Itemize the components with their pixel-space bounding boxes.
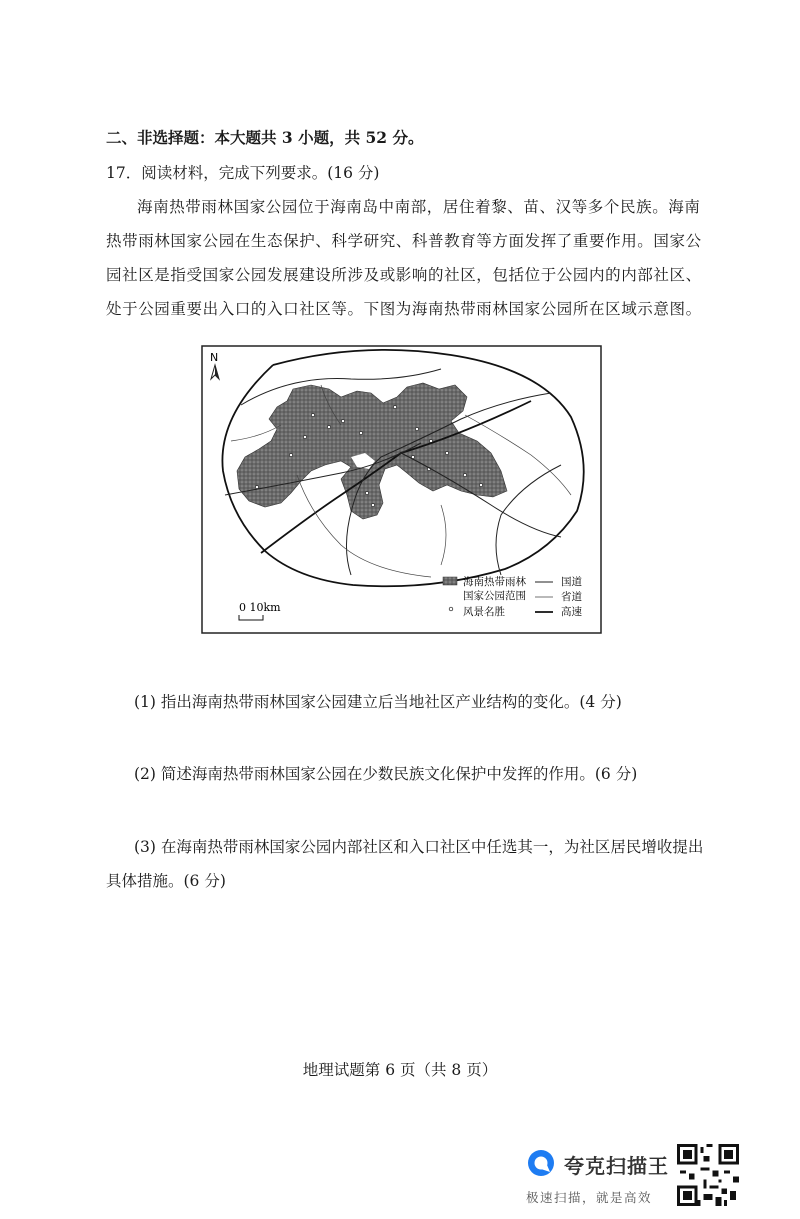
question-17-intro: 17．阅读材料，完成下列要求。(16 分) bbox=[106, 164, 380, 182]
scale-label: 0 10km bbox=[239, 601, 281, 614]
qr-code-icon bbox=[677, 1144, 739, 1206]
legend-scenic-label: 风景名胜 bbox=[463, 606, 505, 618]
park-region-map bbox=[201, 345, 602, 634]
scanner-logo-icon bbox=[526, 1148, 556, 1178]
legend-park-swatch bbox=[443, 577, 457, 585]
question-1: (1) 指出海南热带雨林国家公园建立后当地社区产业结构的变化。(4 分) bbox=[134, 693, 622, 711]
section-heading: 二、非选择题：本大题共 3 小题，共 52 分。 bbox=[106, 128, 424, 147]
legend-national-label: 国道 bbox=[561, 576, 582, 588]
north-label: N bbox=[210, 351, 219, 364]
material-paragraph: 海南热带雨林国家公园位于海南岛中南部，居住着黎、苗、汉等多个民族。海南热带雨林国家公园在生态保护、科学研究、科普教育等方面发挥了重要作用。国家公园社区是指受国家公园发展建设所涉及或影响的社区，包括位于公园内的内部社区、处于公园重要出入口的入口社区等。下图为海南热带雨林国家公园所在区域示意图。 bbox=[106, 198, 702, 318]
legend-highway-label: 高速 bbox=[561, 606, 582, 618]
legend-provincial-label: 省道 bbox=[561, 591, 582, 603]
scanner-watermark bbox=[526, 1144, 746, 1206]
question-3: (3) 在海南热带雨林国家公园内部社区和入口社区中任选其一，为社区居民增收提出具体措施。(6 分) bbox=[106, 838, 704, 890]
question-2: (2) 简述海南热带雨林国家公园在少数民族文化保护中发挥的作用。(6 分) bbox=[134, 765, 638, 783]
watermark-title: 夸克扫描王 bbox=[564, 1154, 669, 1178]
watermark-subtitle: 极速扫描，就是高效 bbox=[526, 1190, 653, 1205]
page-footer: 地理试题第 6 页（共 8 页） bbox=[302, 1061, 498, 1079]
legend-park-line1: 海南热带雨林 bbox=[463, 576, 526, 588]
legend-scenic-icon bbox=[449, 607, 453, 611]
legend-park-line2: 国家公园范围 bbox=[463, 590, 526, 602]
